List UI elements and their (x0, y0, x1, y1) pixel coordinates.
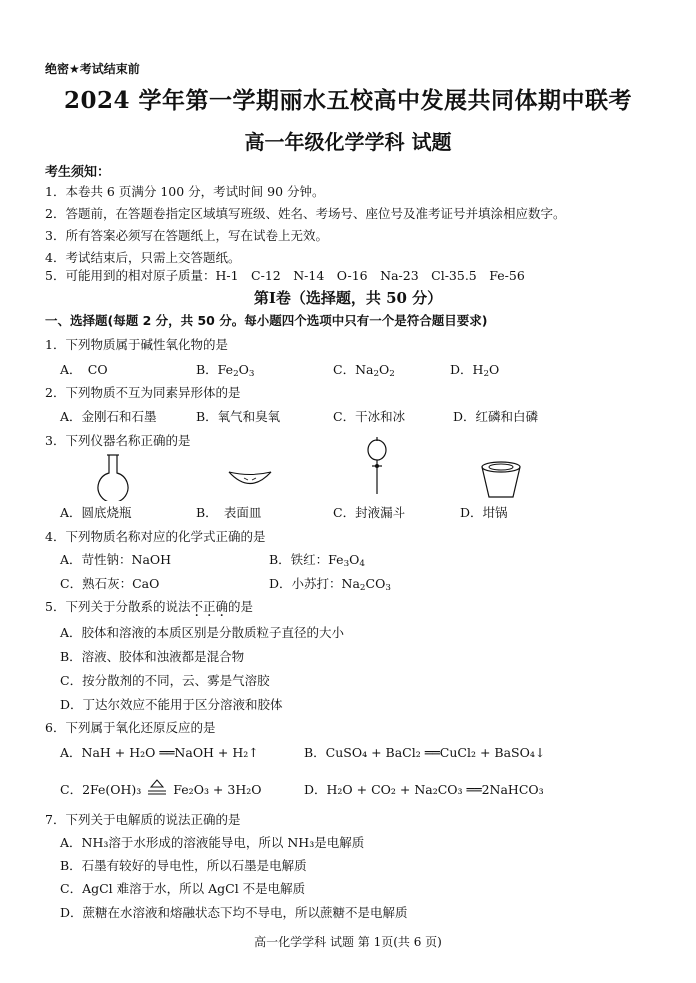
round-bottom-flask-icon (92, 453, 134, 501)
q7-option-a: A．NH₃溶于水形成的溶液能导电，所以 NH₃是电解质 (60, 835, 365, 850)
question-5-stem: 5．下列关于分散系的说法不正确的是 (45, 599, 254, 614)
q1-option-d: D．$H_2O$ (450, 362, 500, 380)
exam-title: 2024 学年第一学期丽水五校高中发展共同体期中联考 (63, 87, 633, 114)
q2-option-b: B．氧气和臭氧 (196, 409, 281, 424)
notice-item: 3．所有答案必须写在答题纸上，写在试卷上无效。 (45, 228, 328, 243)
exam-subtitle: 高一年级化学学科 试题 (244, 130, 452, 154)
q6-option-b: B．CuSO₄ + BaCl₂ ══CuCl₂ + BaSO₄↓ (304, 745, 546, 760)
question-7-stem: 7．下列关于电解质的说法正确的是 (45, 812, 241, 827)
q4-option-c: C．熟石灰：CaO (60, 576, 160, 591)
question-3-stem: 3．下列仪器名称正确的是 (45, 433, 191, 448)
q7-option-d: D．蔗糖在水溶液和熔融状态下均不导电，所以蔗糖不是电解质 (60, 905, 408, 920)
notice-item: 2．答题前，在答题卷指定区域填写班级、姓名、考场号、座位号及准考证号并填涂相应数字。 (45, 206, 566, 221)
q6-option-c: C．2Fe(OH)₃ Fe₂O₃ + 3H₂O (60, 780, 262, 798)
q5-option-b: B．溶液、胶体和浊液都是混合物 (60, 649, 245, 664)
q7-option-c: C．AgCl 难溶于水，所以 AgCl 不是电解质 (60, 881, 306, 896)
q2-option-a: A．金刚石和石墨 (60, 409, 157, 424)
confidential-label: 绝密★考试结束前 (45, 62, 140, 76)
q6-option-a: A．NaH + H₂O ══NaOH + H₂↑ (60, 745, 259, 760)
q3-option-b: B． 表面皿 (196, 505, 262, 520)
question-6-stem: 6．下列属于氧化还原反应的是 (45, 720, 216, 735)
q6-option-d: D．H₂O + CO₂ + Na₂CO₃ ══2NaHCO₃ (304, 782, 544, 797)
question-2-stem: 2．下列物质不互为同素异形体的是 (45, 385, 241, 400)
heating-arrow-icon (145, 785, 169, 797)
q1-option-b: B．$Fe_2O_3$ (196, 362, 255, 380)
notice-item: 5．可能用到的相对原子质量：H-1 C-12 N-14 O-16 Na-23 Cl-35.5 Fe-56 (45, 268, 525, 283)
evaporating-dish-icon (226, 467, 274, 489)
notice-item: 1．本卷共 6 页满分 100 分，考试时间 90 分钟。 (45, 184, 325, 199)
q1-option-c: C．$Na_2O_2$ (333, 362, 395, 380)
notice-heading: 考生须知： (45, 165, 111, 180)
q3-option-c: C．封液漏斗 (333, 505, 406, 520)
crucible-icon (477, 459, 525, 501)
q4-option-b: B．铁红：$Fe_3O_4$ (269, 552, 365, 570)
q2-option-c: C．干冰和冰 (333, 409, 406, 424)
q5-option-c: C．按分散剂的不同，云、雾是气溶胶 (60, 673, 270, 688)
q3-option-a: A．圆底烧瓶 (60, 505, 132, 520)
question-4-stem: 4．下列物质名称对应的化学式正确的是 (45, 529, 266, 544)
q4-option-d: D．小苏打：$Na_2CO_3$ (269, 576, 391, 594)
separatory-funnel-icon (364, 436, 390, 498)
page-footer: 高一化学学科 试题 第 1页(共 6 页) (254, 935, 442, 949)
q5-option-a: A．胶体和溶液的本质区别是分散质粒子直径的大小 (60, 625, 345, 640)
notice-item: 4．考试结束后，只需上交答题纸。 (45, 250, 241, 265)
question-1-stem: 1．下列物质属于碱性氧化物的是 (45, 337, 228, 352)
q4-option-a: A．苛性钠：NaOH (60, 552, 172, 567)
q2-option-d: D．红磷和白磷 (453, 409, 539, 424)
q5-option-d: D．丁达尔效应不能用于区分溶液和胶体 (60, 697, 283, 712)
q1-option-a: A． CO (60, 362, 108, 377)
q7-option-b: B．石墨有较好的导电性，所以石墨是电解质 (60, 858, 307, 873)
section-title: 第Ⅰ卷（选择题，共 50 分） (253, 289, 443, 307)
section-instruction: 一、选择题(每题 2 分，共 50 分。每小题四个选项中只有一个是符合题目要求) (45, 313, 488, 328)
q3-option-d: D．坩锅 (460, 505, 508, 520)
